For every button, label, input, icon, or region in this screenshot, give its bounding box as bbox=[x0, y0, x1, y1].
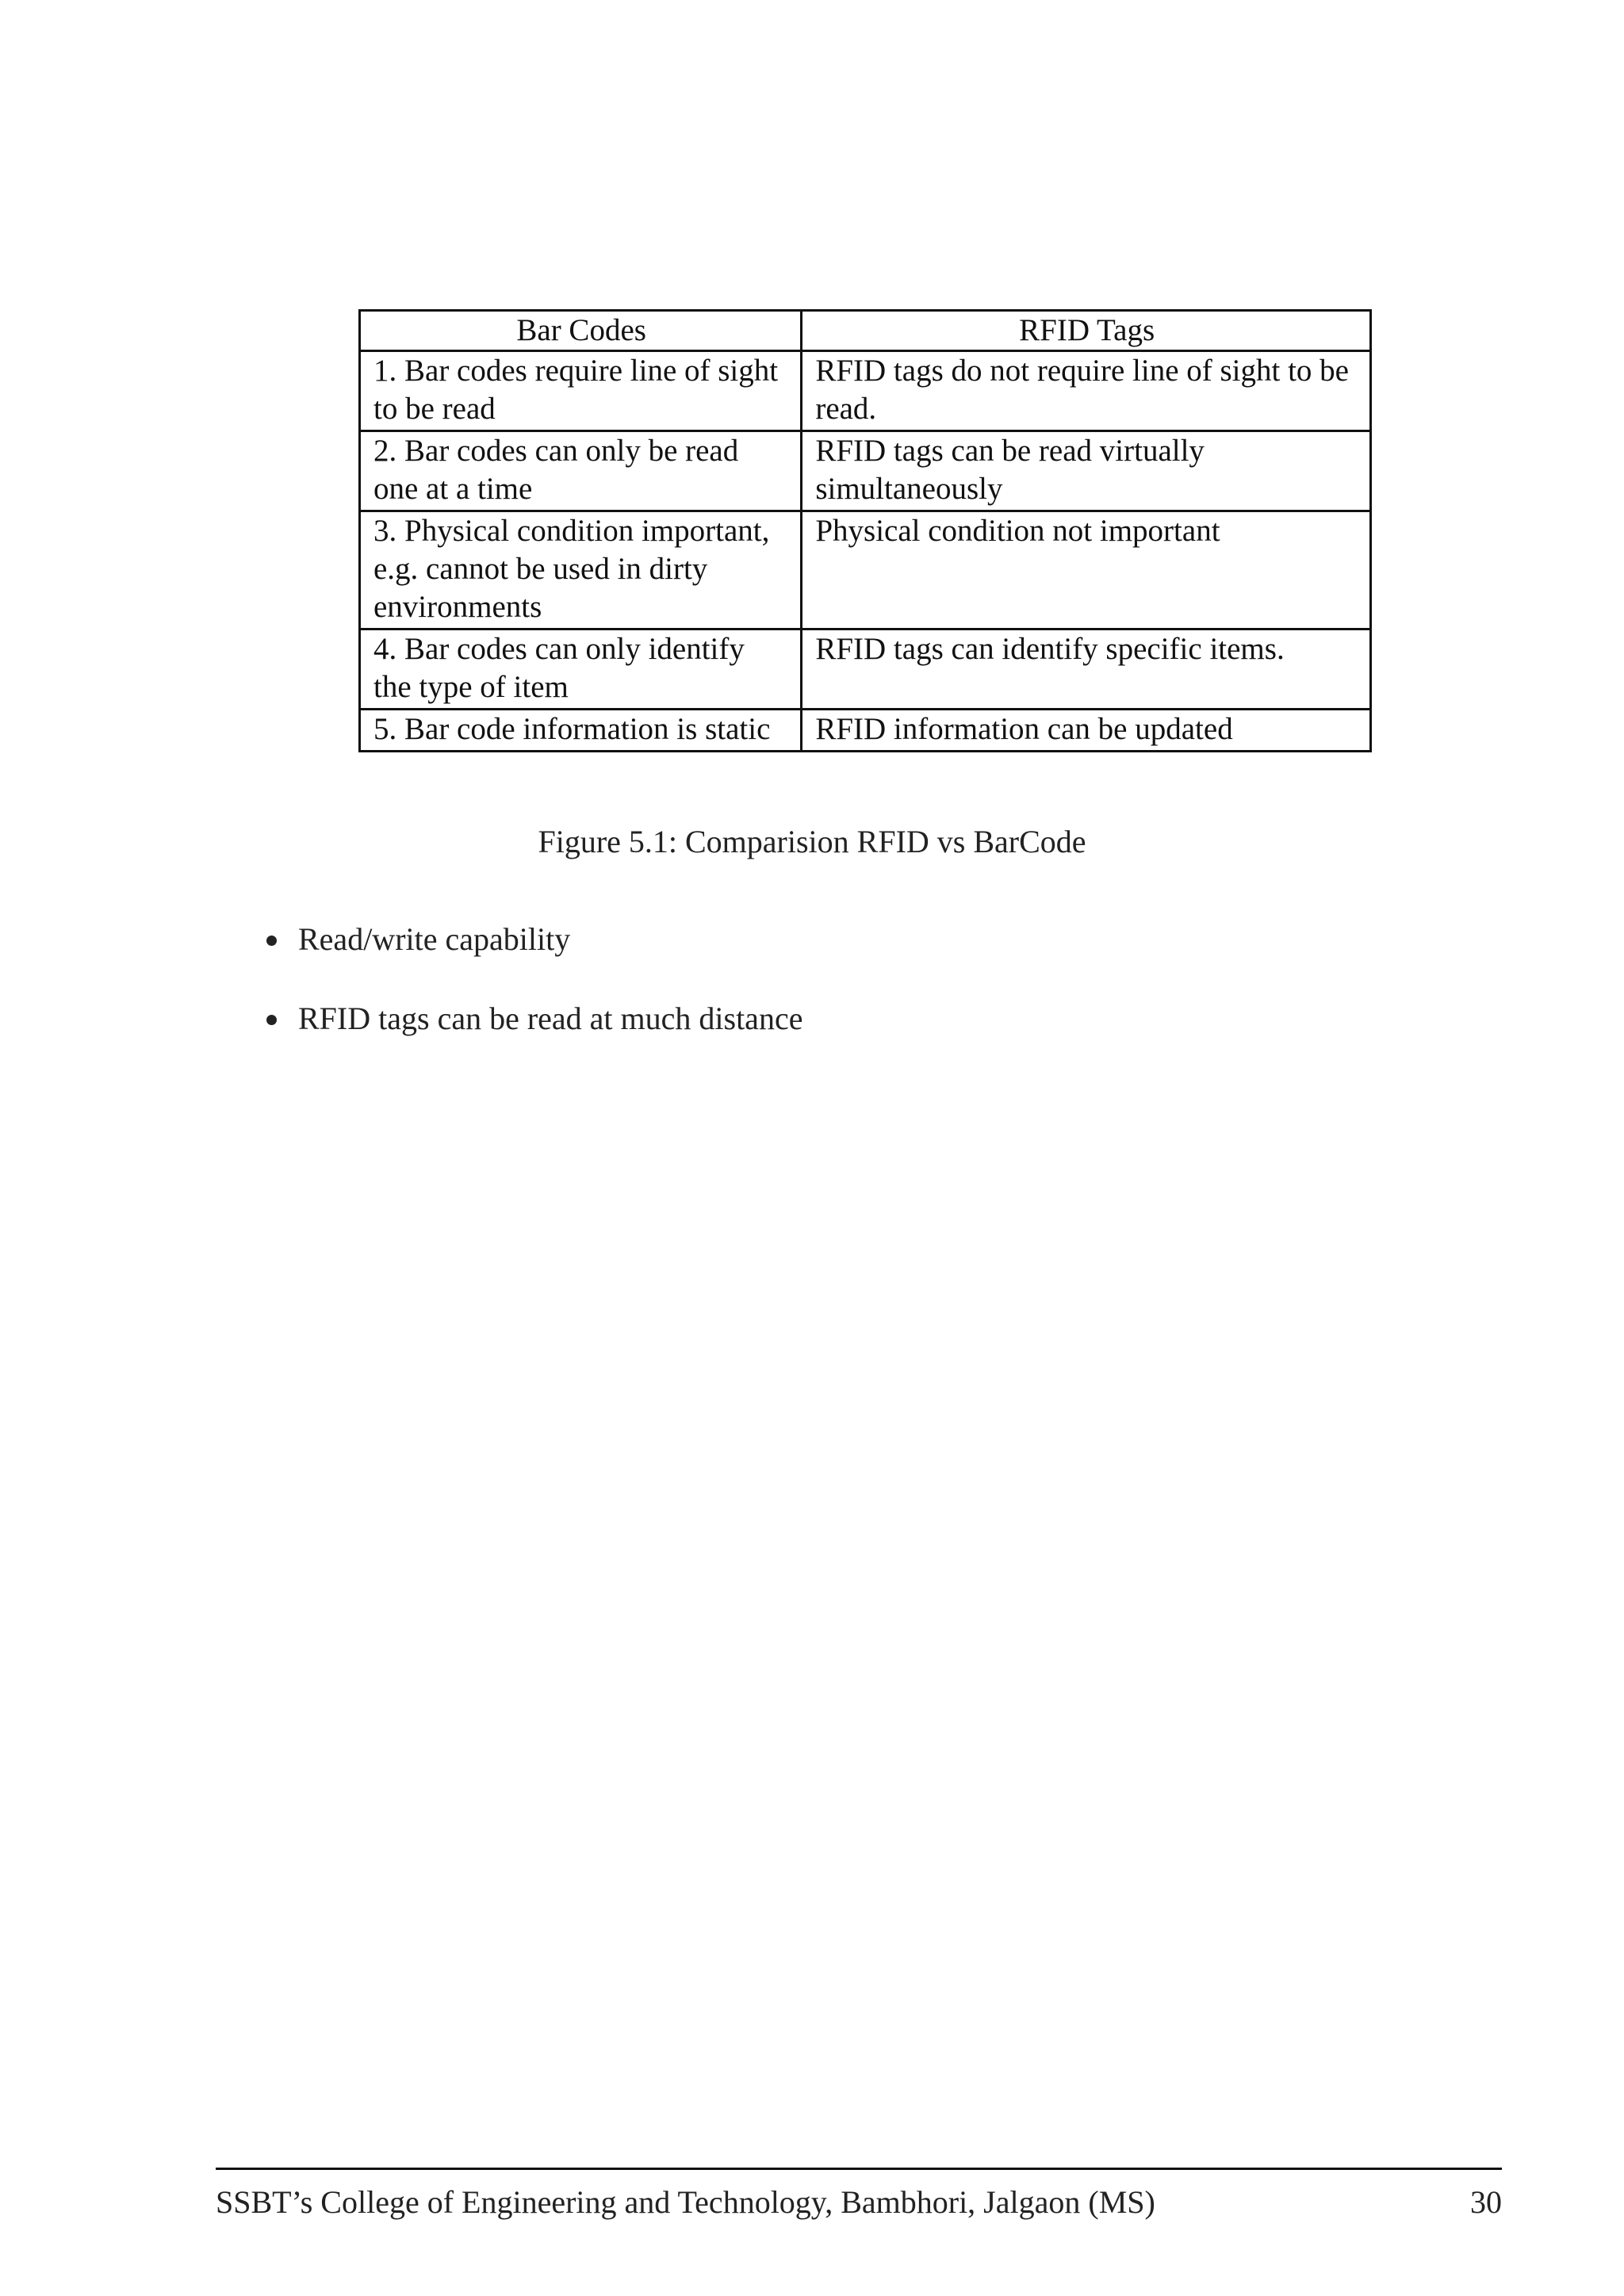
comparison-table bbox=[358, 309, 1372, 752]
rfid-tags-cell: RFID tags can identify specific items. bbox=[802, 629, 1371, 710]
page-number: 30 bbox=[1470, 2184, 1502, 2220]
bullet-icon bbox=[266, 1015, 277, 1025]
column-header-bar-codes: Bar Codes bbox=[360, 311, 802, 351]
bar-codes-cell: 4. Bar codes can only identify the type of item bbox=[360, 629, 802, 710]
footer-divider bbox=[216, 2168, 1502, 2170]
list-item-text: RFID tags can be read at much distance bbox=[298, 1001, 803, 1036]
table-row bbox=[360, 710, 1371, 752]
bar-codes-cell: 5. Bar code information is static bbox=[360, 710, 802, 752]
bar-codes-cell: 3. Physical condition important, e.g. cannot be used in dirty environments bbox=[360, 511, 802, 629]
rfid-tags-cell: RFID information can be updated bbox=[802, 710, 1371, 752]
bullet-list bbox=[262, 920, 802, 1078]
bar-codes-cell: 2. Bar codes can only be read one at a time bbox=[360, 431, 802, 511]
list-item bbox=[262, 920, 802, 999]
table-row bbox=[360, 351, 1371, 431]
footer-institution: SSBT’s College of Engineering and Technology, Bambhori, Jalgaon (MS) bbox=[216, 2184, 1155, 2220]
list-item-text: Read/write capability bbox=[298, 921, 571, 957]
rfid-tags-cell: RFID tags can be read virtually simultaneously bbox=[802, 431, 1371, 511]
list-item bbox=[262, 999, 802, 1078]
column-header-rfid-tags: RFID Tags bbox=[802, 311, 1371, 351]
table-row bbox=[360, 629, 1371, 710]
figure-caption: Figure 5.1: Comparision RFID vs BarCode bbox=[538, 824, 1086, 859]
table-header-row bbox=[360, 311, 1371, 351]
table-row bbox=[360, 511, 1371, 629]
bar-codes-cell: 1. Bar codes require line of sight to be read bbox=[360, 351, 802, 431]
rfid-tags-cell: Physical condition not important bbox=[802, 511, 1371, 629]
table-row bbox=[360, 431, 1371, 511]
bullet-icon bbox=[266, 936, 277, 946]
rfid-tags-cell: RFID tags do not require line of sight to be read. bbox=[802, 351, 1371, 431]
